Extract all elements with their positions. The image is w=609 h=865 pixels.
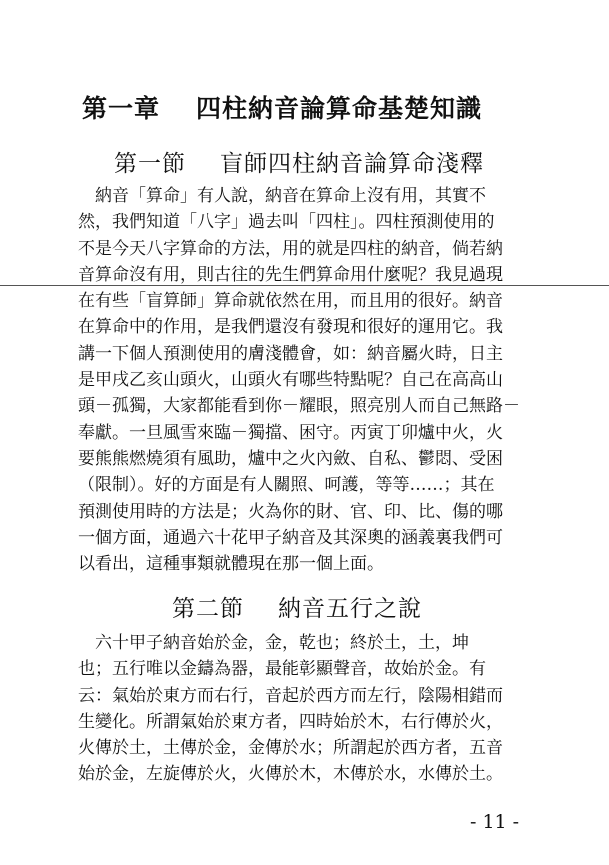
body-line: 六十甲子納音始於金，金，乾也；終於土，土，坤 [78, 633, 469, 653]
section-1-title [114, 148, 484, 180]
body-line: 在算命中的作用，是我們還沒有發現和很好的運用它。我 [78, 317, 503, 338]
body-line: 要熊熊燃燒須有風助，爐中之火內斂、自私、鬱悶、受困 [78, 448, 503, 469]
body-line: （限制）。好的方面是有人關照、呵護，等等……；其在 [78, 475, 495, 496]
chapter-number: 第一章 [82, 94, 161, 123]
body-line: 始於金，左旋傳於火，火傳於木，木傳於水，水傳於土。 [78, 764, 503, 785]
chapter-heading: 四柱納音論算命基楚知識 [196, 94, 483, 123]
body-line: 在有些「盲算師」算命就依然在用，而且用的很好。納音 [78, 291, 503, 312]
body-line: 也；五行唯以金鑄為器，最能彰顯聲音，故始於金。有 [78, 659, 486, 680]
section-1-number: 第一節 [114, 151, 186, 177]
section-2-body [78, 630, 538, 788]
body-line: 頭－孤獨，大家都能看到你－耀眼，照亮別人而自己無路－ [78, 396, 520, 417]
body-line: 一個方面，通過六十花甲子納音及其深奧的涵義裏我們可 [78, 527, 503, 548]
body-line: 以看出，這種事類就體現在那一個上面。 [78, 554, 384, 575]
section-1-body [78, 183, 538, 577]
body-line: 生變化。所謂氣始於東方者，四時始於木，右行傳於火， [78, 711, 503, 732]
scan-line-artifact [0, 285, 609, 286]
section-2-heading: 納音五行之說 [278, 596, 422, 622]
body-line: 火傳於土，土傳於金，金傳於水；所謂起於西方者，五音 [78, 738, 503, 759]
body-line: 是甲戌乙亥山頭火，山頭火有哪些特點呢？自己在高高山 [78, 370, 503, 391]
body-line: 奉獻。一旦風雪來臨－獨擋、困守。丙寅丁卯爐中火，火 [78, 422, 503, 443]
body-line: 然，我們知道「八字」過去叫「四柱」。四柱預測使用的 [78, 212, 495, 233]
section-1-heading: 盲師四柱納音論算命淺釋 [220, 151, 484, 177]
chapter-title [82, 92, 552, 126]
section-2-number: 第二節 [172, 596, 244, 622]
body-line: 不是今天八字算命的方法，用的就是四柱的納音，倘若納 [78, 238, 503, 259]
section-2-title [172, 593, 422, 625]
page-number: - 11 - [470, 811, 520, 833]
body-line: 云：氣始於東方而右行，音起於西方而左行，陰陽相錯而 [78, 685, 503, 706]
body-line: 講一下個人預測使用的膚淺體會，如：納音屬火時，日主 [78, 343, 503, 364]
body-line: 音算命沒有用，則古往的先生們算命用什麼呢？我見過現 [78, 264, 503, 285]
body-line: 預測使用時的方法是；火為你的財、官、印、比、傷的哪 [78, 501, 503, 522]
body-line: 納音「算命」有人說，納音在算命上沒有用，其實不 [78, 186, 486, 206]
